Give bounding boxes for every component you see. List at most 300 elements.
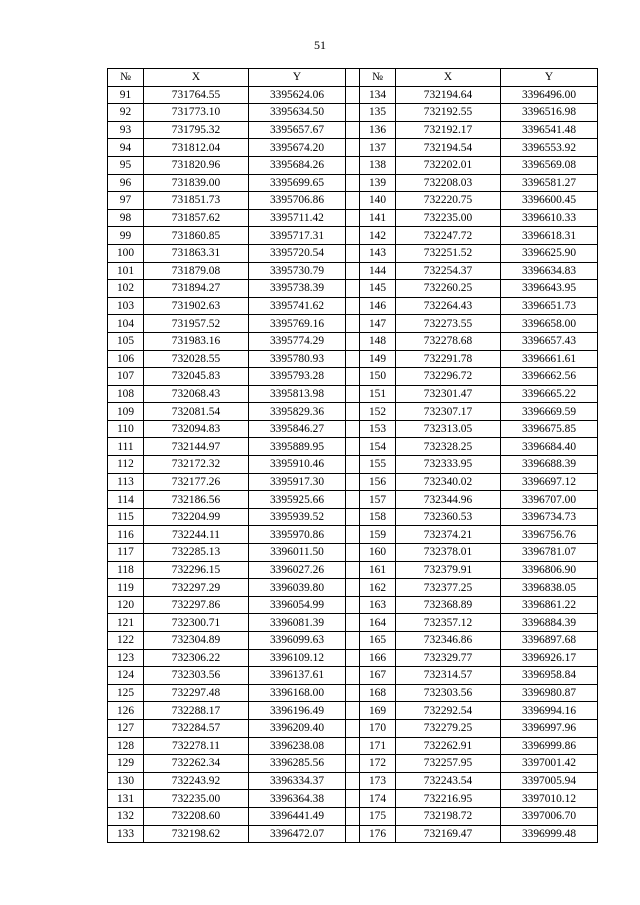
x-coordinate-right: 732216.95 [396,790,501,808]
x-coordinate-right: 732169.47 [396,825,501,843]
column-gap [346,579,360,597]
point-number-left: 109 [108,403,144,421]
point-number-right: 164 [360,614,396,632]
x-coordinate-left: 731902.63 [144,297,249,315]
point-number-right: 170 [360,719,396,737]
column-gap [346,667,360,685]
table-row [108,456,598,474]
x-coordinate-right: 732333.95 [396,456,501,474]
table-body [108,86,598,843]
column-gap [346,403,360,421]
header-x-left: X [144,69,249,87]
header-number-right: № [360,69,396,87]
point-number-left: 121 [108,614,144,632]
point-number-right: 153 [360,420,396,438]
table-row [108,667,598,685]
x-coordinate-right: 732202.01 [396,156,501,174]
point-number-left: 105 [108,332,144,350]
y-coordinate-left: 3395829.36 [249,403,346,421]
point-number-left: 125 [108,684,144,702]
page-number: 51 [314,38,326,52]
table-row [108,614,598,632]
y-coordinate-right: 3396496.00 [501,86,598,104]
column-gap [346,632,360,650]
x-coordinate-right: 732264.43 [396,297,501,315]
x-coordinate-left: 732262.34 [144,755,249,773]
y-coordinate-left: 3395711.42 [249,209,346,227]
x-coordinate-left: 732204.99 [144,508,249,526]
point-number-right: 139 [360,174,396,192]
y-coordinate-right: 3397010.12 [501,790,598,808]
x-coordinate-right: 732235.00 [396,209,501,227]
y-coordinate-right: 3396658.00 [501,315,598,333]
column-gap [346,702,360,720]
coordinates-table [107,68,598,843]
point-number-left: 106 [108,350,144,368]
y-coordinate-right: 3396781.07 [501,544,598,562]
table-row [108,121,598,139]
point-number-left: 92 [108,104,144,122]
x-coordinate-left: 731857.62 [144,209,249,227]
column-gap [346,262,360,280]
point-number-left: 104 [108,315,144,333]
x-coordinate-left: 732296.15 [144,561,249,579]
column-gap [346,491,360,509]
x-coordinate-left: 732028.55 [144,350,249,368]
table-row [108,438,598,456]
y-coordinate-right: 3396665.22 [501,385,598,403]
x-coordinate-right: 732260.25 [396,280,501,298]
x-coordinate-right: 732247.72 [396,227,501,245]
table-header-row [108,69,598,87]
y-coordinate-right: 3397006.70 [501,807,598,825]
point-number-right: 152 [360,403,396,421]
point-number-right: 161 [360,561,396,579]
x-coordinate-right: 732360.53 [396,508,501,526]
x-coordinate-right: 732340.02 [396,473,501,491]
y-coordinate-left: 3395624.06 [249,86,346,104]
point-number-right: 160 [360,544,396,562]
y-coordinate-left: 3396039.80 [249,579,346,597]
point-number-right: 149 [360,350,396,368]
y-coordinate-left: 3396054.99 [249,596,346,614]
column-gap [346,385,360,403]
y-coordinate-right: 3396688.39 [501,456,598,474]
table-row [108,807,598,825]
header-number-left: № [108,69,144,87]
x-coordinate-left: 731764.55 [144,86,249,104]
table-row [108,385,598,403]
point-number-left: 128 [108,737,144,755]
table-row [108,684,598,702]
point-number-left: 95 [108,156,144,174]
y-coordinate-left: 3396238.08 [249,737,346,755]
x-coordinate-left: 732208.60 [144,807,249,825]
point-number-right: 137 [360,139,396,157]
table-row [108,491,598,509]
x-coordinate-right: 732279.25 [396,719,501,737]
point-number-right: 136 [360,121,396,139]
x-coordinate-right: 732208.03 [396,174,501,192]
y-coordinate-right: 3396697.12 [501,473,598,491]
table-row [108,579,598,597]
x-coordinate-right: 732307.17 [396,403,501,421]
y-coordinate-right: 3396634.83 [501,262,598,280]
y-coordinate-right: 3396999.86 [501,737,598,755]
point-number-left: 96 [108,174,144,192]
y-coordinate-left: 3395674.20 [249,139,346,157]
y-coordinate-left: 3396137.61 [249,667,346,685]
x-coordinate-right: 732251.52 [396,244,501,262]
x-coordinate-left: 731773.10 [144,104,249,122]
point-number-left: 127 [108,719,144,737]
y-coordinate-left: 3395657.67 [249,121,346,139]
point-number-left: 119 [108,579,144,597]
y-coordinate-left: 3396011.50 [249,544,346,562]
x-coordinate-right: 732273.55 [396,315,501,333]
y-coordinate-right: 3396707.00 [501,491,598,509]
y-coordinate-left: 3395720.54 [249,244,346,262]
column-gap [346,104,360,122]
point-number-left: 130 [108,772,144,790]
x-coordinate-right: 732301.47 [396,385,501,403]
column-gap [346,332,360,350]
y-coordinate-left: 3395706.86 [249,192,346,210]
column-gap [346,350,360,368]
column-gap [346,227,360,245]
x-coordinate-left: 732081.54 [144,403,249,421]
x-coordinate-left: 732094.83 [144,420,249,438]
table-row [108,297,598,315]
table-row [108,420,598,438]
y-coordinate-left: 3395730.79 [249,262,346,280]
column-gap [346,561,360,579]
table-row [108,244,598,262]
column-gap [346,807,360,825]
y-coordinate-left: 3395634.50 [249,104,346,122]
table-row [108,508,598,526]
point-number-left: 122 [108,632,144,650]
x-coordinate-right: 732194.54 [396,139,501,157]
point-number-left: 117 [108,544,144,562]
x-coordinate-right: 732346.86 [396,632,501,650]
x-coordinate-left: 732304.89 [144,632,249,650]
y-coordinate-right: 3396610.33 [501,209,598,227]
x-coordinate-left: 732288.17 [144,702,249,720]
column-gap [346,649,360,667]
point-number-left: 118 [108,561,144,579]
y-coordinate-right: 3396897.68 [501,632,598,650]
point-number-left: 102 [108,280,144,298]
column-gap [346,368,360,386]
x-coordinate-left: 732284.57 [144,719,249,737]
x-coordinate-left: 731860.85 [144,227,249,245]
x-coordinate-left: 731863.31 [144,244,249,262]
point-number-left: 101 [108,262,144,280]
header-x-right: X [396,69,501,87]
y-coordinate-left: 3395684.26 [249,156,346,174]
point-number-right: 138 [360,156,396,174]
x-coordinate-left: 732172.32 [144,456,249,474]
column-gap [346,280,360,298]
y-coordinate-right: 3396516.98 [501,104,598,122]
x-coordinate-left: 732235.00 [144,790,249,808]
header-y-right: Y [501,69,598,87]
point-number-left: 123 [108,649,144,667]
point-number-right: 175 [360,807,396,825]
y-coordinate-right: 3396618.31 [501,227,598,245]
table-row [108,772,598,790]
y-coordinate-right: 3397001.42 [501,755,598,773]
table-row [108,315,598,333]
y-coordinate-right: 3396675.85 [501,420,598,438]
point-number-right: 134 [360,86,396,104]
y-coordinate-right: 3396999.48 [501,825,598,843]
column-gap [346,737,360,755]
x-coordinate-left: 732243.92 [144,772,249,790]
x-coordinate-left: 732297.86 [144,596,249,614]
x-coordinate-left: 731839.00 [144,174,249,192]
point-number-left: 116 [108,526,144,544]
point-number-right: 168 [360,684,396,702]
y-coordinate-left: 3396364.38 [249,790,346,808]
header-y-left: Y [249,69,346,87]
x-coordinate-left: 732303.56 [144,667,249,685]
point-number-right: 166 [360,649,396,667]
column-gap [346,755,360,773]
x-coordinate-right: 732328.25 [396,438,501,456]
y-coordinate-left: 3396209.40 [249,719,346,737]
x-coordinate-left: 731894.27 [144,280,249,298]
point-number-left: 91 [108,86,144,104]
x-coordinate-right: 732243.54 [396,772,501,790]
table-row [108,632,598,650]
column-gap [346,719,360,737]
point-number-left: 132 [108,807,144,825]
y-coordinate-left: 3396168.00 [249,684,346,702]
column-gap [346,473,360,491]
x-coordinate-right: 732377.25 [396,579,501,597]
x-coordinate-left: 732068.43 [144,385,249,403]
y-coordinate-right: 3396600.45 [501,192,598,210]
y-coordinate-right: 3396838.05 [501,579,598,597]
y-coordinate-right: 3396734.73 [501,508,598,526]
y-coordinate-right: 3396553.92 [501,139,598,157]
y-coordinate-right: 3396569.08 [501,156,598,174]
point-number-right: 167 [360,667,396,685]
table-row [108,825,598,843]
y-coordinate-right: 3396581.27 [501,174,598,192]
column-gap [346,174,360,192]
y-coordinate-left: 3395717.31 [249,227,346,245]
y-coordinate-right: 3396669.59 [501,403,598,421]
point-number-left: 133 [108,825,144,843]
x-coordinate-right: 732357.12 [396,614,501,632]
y-coordinate-left: 3395813.98 [249,385,346,403]
x-coordinate-right: 732296.72 [396,368,501,386]
point-number-right: 156 [360,473,396,491]
column-gap [346,438,360,456]
column-gap [346,86,360,104]
x-coordinate-right: 732278.68 [396,332,501,350]
y-coordinate-right: 3396657.43 [501,332,598,350]
y-coordinate-left: 3395769.16 [249,315,346,333]
column-gap [346,825,360,843]
point-number-left: 120 [108,596,144,614]
y-coordinate-left: 3395910.46 [249,456,346,474]
column-gap [346,456,360,474]
point-number-right: 158 [360,508,396,526]
point-number-left: 107 [108,368,144,386]
x-coordinate-left: 732045.83 [144,368,249,386]
table-row [108,156,598,174]
column-gap [346,596,360,614]
x-coordinate-left: 732144.97 [144,438,249,456]
table-row [108,702,598,720]
point-number-right: 147 [360,315,396,333]
x-coordinate-right: 732220.75 [396,192,501,210]
point-number-right: 176 [360,825,396,843]
y-coordinate-left: 3396099.63 [249,632,346,650]
x-coordinate-right: 732292.54 [396,702,501,720]
y-coordinate-right: 3396884.39 [501,614,598,632]
column-gap [346,684,360,702]
y-coordinate-left: 3395793.28 [249,368,346,386]
y-coordinate-right: 3396661.61 [501,350,598,368]
y-coordinate-left: 3396109.12 [249,649,346,667]
y-coordinate-right: 3396643.95 [501,280,598,298]
x-coordinate-left: 731983.16 [144,332,249,350]
y-coordinate-right: 3396926.17 [501,649,598,667]
y-coordinate-right: 3397005.94 [501,772,598,790]
table-row [108,350,598,368]
table-row [108,209,598,227]
column-gap [346,772,360,790]
point-number-right: 144 [360,262,396,280]
point-number-right: 146 [360,297,396,315]
column-gap [346,544,360,562]
table-row [108,719,598,737]
y-coordinate-right: 3396684.40 [501,438,598,456]
y-coordinate-left: 3395780.93 [249,350,346,368]
y-coordinate-left: 3395699.65 [249,174,346,192]
point-number-left: 126 [108,702,144,720]
y-coordinate-left: 3395970.86 [249,526,346,544]
point-number-left: 94 [108,139,144,157]
point-number-right: 143 [360,244,396,262]
point-number-left: 110 [108,420,144,438]
point-number-right: 148 [360,332,396,350]
y-coordinate-left: 3395889.95 [249,438,346,456]
x-coordinate-left: 731812.04 [144,139,249,157]
table-row [108,192,598,210]
x-coordinate-right: 732314.57 [396,667,501,685]
y-coordinate-right: 3396756.76 [501,526,598,544]
x-coordinate-left: 732198.62 [144,825,249,843]
table-row [108,262,598,280]
y-coordinate-left: 3395774.29 [249,332,346,350]
table-row [108,227,598,245]
point-number-right: 163 [360,596,396,614]
point-number-left: 97 [108,192,144,210]
point-number-left: 111 [108,438,144,456]
table-row [108,368,598,386]
column-gap [346,297,360,315]
column-gap [346,209,360,227]
table-row [108,473,598,491]
y-coordinate-left: 3396472.07 [249,825,346,843]
point-number-right: 162 [360,579,396,597]
column-gap [346,420,360,438]
y-coordinate-right: 3396994.16 [501,702,598,720]
y-coordinate-left: 3396441.49 [249,807,346,825]
y-coordinate-left: 3395939.52 [249,508,346,526]
point-number-right: 142 [360,227,396,245]
table-row [108,86,598,104]
x-coordinate-left: 732177.26 [144,473,249,491]
y-coordinate-right: 3396662.56 [501,368,598,386]
point-number-left: 93 [108,121,144,139]
point-number-left: 112 [108,456,144,474]
column-gap [346,614,360,632]
point-number-left: 129 [108,755,144,773]
y-coordinate-left: 3395917.30 [249,473,346,491]
point-number-left: 114 [108,491,144,509]
point-number-right: 171 [360,737,396,755]
column-gap [346,192,360,210]
table-row [108,332,598,350]
point-number-right: 173 [360,772,396,790]
x-coordinate-right: 732198.72 [396,807,501,825]
x-coordinate-right: 732374.21 [396,526,501,544]
point-number-right: 157 [360,491,396,509]
column-gap [346,244,360,262]
y-coordinate-right: 3396997.96 [501,719,598,737]
column-gap [346,69,360,87]
column-gap [346,508,360,526]
x-coordinate-right: 732344.96 [396,491,501,509]
x-coordinate-right: 732262.91 [396,737,501,755]
table-row [108,755,598,773]
y-coordinate-left: 3396334.37 [249,772,346,790]
point-number-left: 99 [108,227,144,245]
x-coordinate-left: 731879.08 [144,262,249,280]
x-coordinate-left: 732306.22 [144,649,249,667]
point-number-right: 169 [360,702,396,720]
point-number-left: 98 [108,209,144,227]
point-number-left: 100 [108,244,144,262]
x-coordinate-right: 732257.95 [396,755,501,773]
x-coordinate-right: 732291.78 [396,350,501,368]
column-gap [346,139,360,157]
table-row [108,139,598,157]
point-number-left: 131 [108,790,144,808]
y-coordinate-left: 3395925.66 [249,491,346,509]
x-coordinate-right: 732378.01 [396,544,501,562]
table-row [108,561,598,579]
point-number-left: 113 [108,473,144,491]
y-coordinate-right: 3396541.48 [501,121,598,139]
y-coordinate-right: 3396958.84 [501,667,598,685]
x-coordinate-right: 732379.91 [396,561,501,579]
table-row [108,104,598,122]
x-coordinate-left: 732278.11 [144,737,249,755]
x-coordinate-left: 731851.73 [144,192,249,210]
y-coordinate-right: 3396651.73 [501,297,598,315]
y-coordinate-right: 3396625.90 [501,244,598,262]
y-coordinate-right: 3396980.87 [501,684,598,702]
x-coordinate-right: 732192.17 [396,121,501,139]
